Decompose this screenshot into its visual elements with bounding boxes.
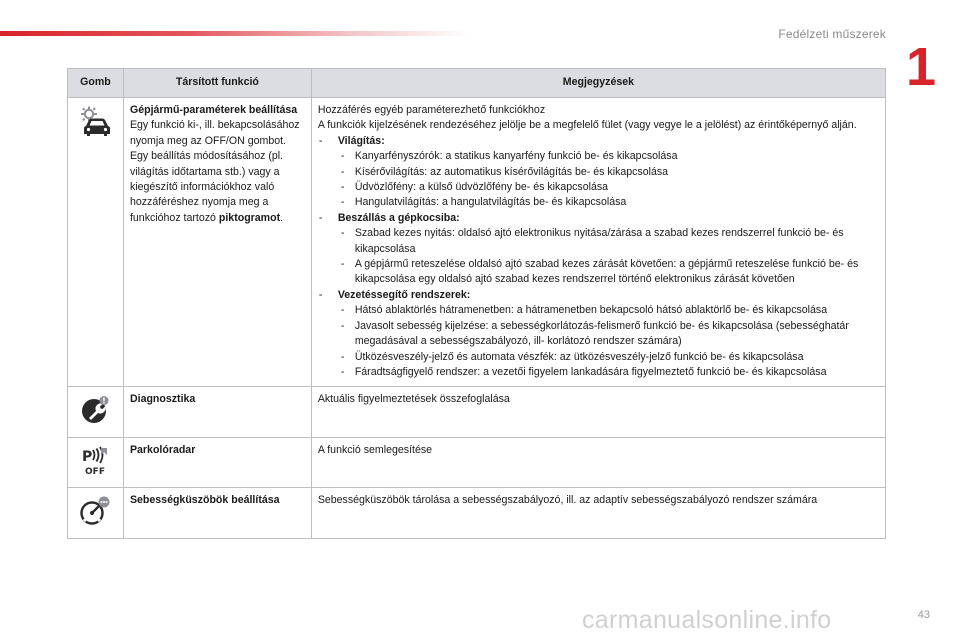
- column-header-button: Gomb: [68, 69, 124, 98]
- notes-text: Aktuális figyelmeztetések összefoglalása: [317, 393, 510, 406]
- function-title: Parkolóradar: [129, 443, 196, 456]
- settings-group: [318, 211, 879, 288]
- table-row: [68, 437, 886, 487]
- icon-cell: [68, 98, 124, 387]
- list-item: - Fáradtságfigyelő rendszer: a vezetői figyelem lankadására figyelmeztető funkció be- és kikapcsolása: [338, 365, 879, 380]
- list-item: - Ütközésveszély-jelző és automata vészfék: az ütközésveszély-jelző funkció be- és kikapcsolása: [338, 350, 879, 365]
- header-accent-bar: [0, 31, 470, 36]
- car-settings-icon: [78, 106, 112, 143]
- pictogram-term: piktogramot: [218, 211, 281, 224]
- table-row: [68, 387, 886, 437]
- group-title: Beszállás a gépkocsiba:: [337, 211, 460, 224]
- icon-cell: [68, 488, 124, 538]
- svg-text:!: !: [102, 396, 107, 406]
- list-item: - A gépjármű reteszelése oldalsó ajtó szabad kezes zárását követően: a gépjármű reteszelése funkció be- és kikapcsolása egy oldalsó ajtó szabad kezes rendszerrel történő elektronikus zárását követően: [338, 257, 879, 288]
- list-item: - Kísérővilágítás: az automatikus kísérővilágítás be- és kikapcsolása: [338, 165, 879, 180]
- icon-cell: [68, 387, 124, 437]
- function-title: Gépjármű-paraméterek beállítása: [129, 104, 298, 116]
- table-row: [68, 98, 886, 387]
- function-description: Egy funkció ki-, ill. bekapcsolásához nyomja meg az OFF/ON gombot. Egy beállítás módosításához (pl. világítás időtartama stb.) vagy a kiegészítő információkhoz való hozzáféréshez nyomja meg a funkcióhoz tartozó piktogramot.: [129, 119, 300, 224]
- function-cell: [123, 98, 311, 387]
- section-title: Fedélzeti műszerek: [778, 27, 886, 41]
- notes-cell: [311, 98, 885, 387]
- park-assist-off-icon: [80, 446, 110, 481]
- settings-group: [318, 134, 879, 211]
- group-title: Világítás:: [337, 134, 385, 147]
- watermark: carmanualsonline.info: [582, 606, 832, 634]
- table-row: [68, 488, 886, 538]
- page-number: 43: [917, 609, 930, 621]
- settings-group-list: [318, 134, 879, 381]
- speedometer-menu-icon: [79, 496, 111, 531]
- notes-cell: [311, 437, 885, 487]
- function-title: Sebességküszöbök beállítása: [129, 494, 280, 507]
- list-item: - Üdvözlőfény: a külső üdvözlőfény be- és kikapcsolása: [338, 180, 879, 195]
- column-header-notes: Megjegyzések: [311, 69, 885, 98]
- table-header-row: [68, 69, 886, 98]
- notes-cell: [311, 488, 885, 538]
- settings-group: [318, 288, 879, 380]
- group-title: Vezetéssegítő rendszerek:: [337, 288, 471, 301]
- list-item: - Hátsó ablaktörlés hátramenetben: a hátramenetben bekapcsoló hátsó ablaktörlő be- és kikapcsolása: [338, 303, 879, 318]
- group-item-list: [338, 303, 879, 380]
- list-item: - Kanyarfényszórók: a statikus kanyarfény funkció be- és kikapcsolása: [338, 149, 879, 164]
- diagnostics-wrench-icon: [80, 395, 110, 430]
- notes-intro: Hozzáférés egyéb paraméterezhető funkciókhoz A funkciók kijelzésének rendezéséhez jelölje be a megfelelő fület (vagy vegye le a jelölést) az érintőképernyő alján.: [317, 104, 857, 132]
- group-item-list: [338, 226, 879, 288]
- notes-cell: [311, 387, 885, 437]
- svg-text:P: P: [82, 448, 93, 465]
- chapter-number: 1: [905, 37, 936, 97]
- function-table: [67, 68, 886, 539]
- column-header-function: Társított funkció: [123, 69, 311, 98]
- list-item: - Hangulatvilágítás: a hangulatvilágítás be- és kikapcsolása: [338, 195, 879, 210]
- icon-cell: [68, 437, 124, 487]
- notes-text: Sebességküszöbök tárolása a sebességszabályozó, ill. az adaptív sebességszabályozó rendszer számára: [317, 494, 818, 507]
- function-cell: [123, 387, 311, 437]
- list-item: - Szabad kezes nyitás: oldalsó ajtó elektronikus nyitása/zárása a szabad kezes rendszerrel funkció be- és kikapcsolása: [338, 226, 879, 257]
- group-item-list: [338, 149, 879, 211]
- function-title: Diagnosztika: [129, 393, 196, 406]
- function-cell: [123, 437, 311, 487]
- off-label: OFF: [85, 466, 106, 476]
- function-cell: [123, 488, 311, 538]
- notes-text: A funkció semlegesítése: [317, 443, 433, 456]
- list-item: - Javasolt sebesség kijelzése: a sebességkorlátozás-felismerő funkció be- és kikapcsolása (sebességhatár megadásával a sebességszabályozó, ill- korlátozó rendszer számára): [338, 319, 879, 350]
